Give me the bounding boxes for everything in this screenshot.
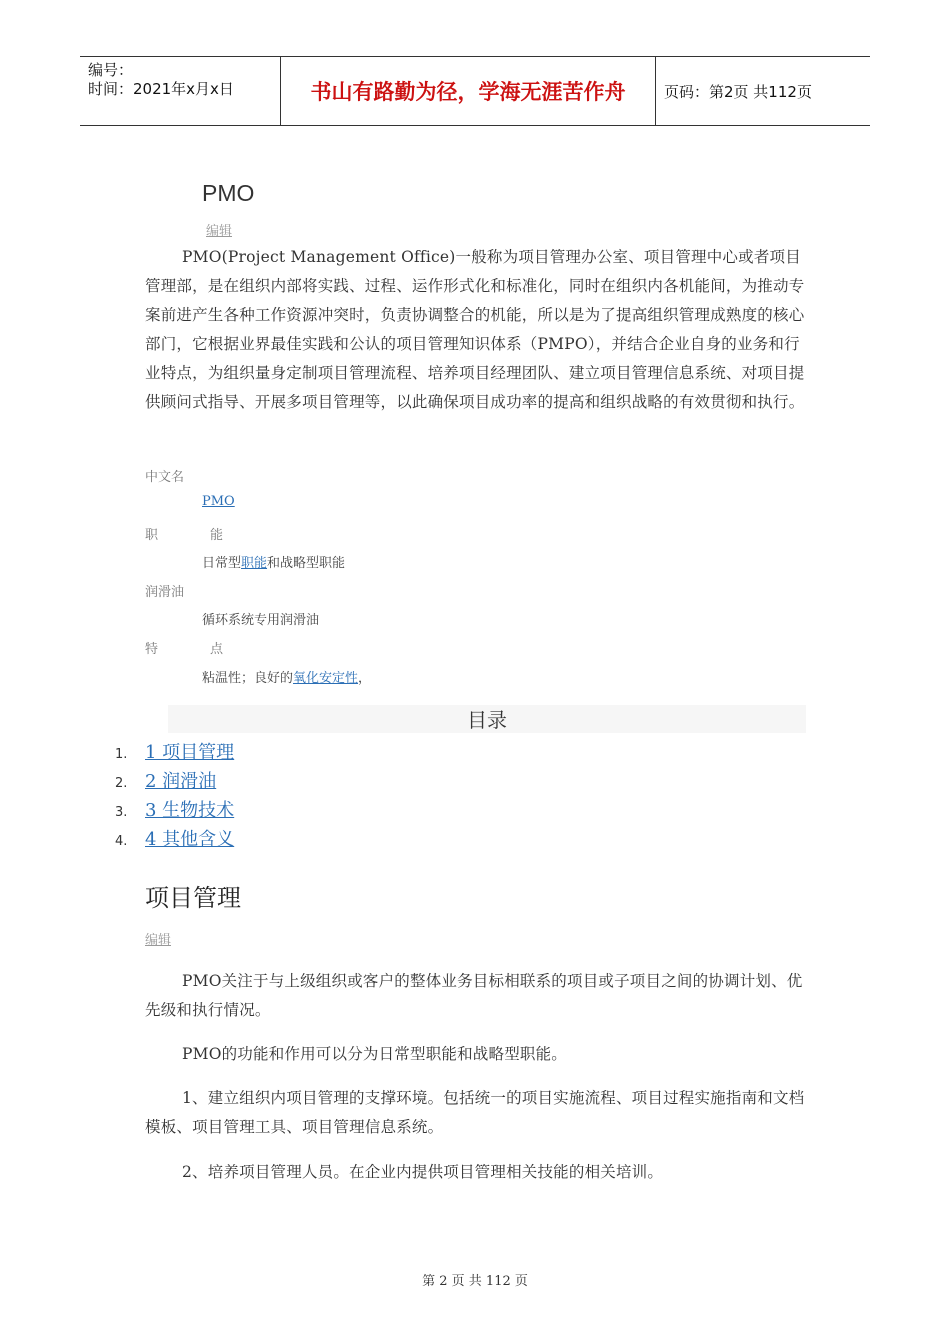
infobox-name-value[interactable] — [202, 494, 235, 509]
feat-value-pre: 粘温性；良好的 — [202, 671, 294, 686]
toc-item-link[interactable]: 3 生物技术 — [145, 800, 235, 821]
toc-item-link[interactable]: 1 项目管理 — [145, 742, 235, 763]
feat-label-2: 点 — [210, 642, 224, 657]
header-meta — [88, 61, 280, 99]
toc-item[interactable] — [115, 796, 234, 822]
toc-item[interactable] — [115, 767, 216, 793]
func-value-pre: 日常型 — [202, 556, 242, 571]
infobox-feat-value — [202, 667, 371, 686]
page-footer: 第 2 页 共 112 页 — [422, 1274, 528, 1289]
section-edit-link[interactable]: 编辑 — [145, 933, 172, 948]
toc-item[interactable] — [115, 825, 234, 851]
document-header — [80, 56, 870, 126]
number-label: 编号： — [88, 61, 134, 79]
toc-item-number: 4. — [115, 834, 128, 849]
func-value-post: 和战略型职能 — [267, 556, 346, 571]
article-title: PMO — [202, 180, 255, 206]
toc-item[interactable] — [115, 738, 234, 764]
section-paragraph-4: 2、培养项目管理人员。在企业内提供项目管理相关技能的相关培训。 — [182, 1163, 664, 1181]
toc-item-link[interactable]: 4 其他含义 — [145, 829, 235, 850]
toc-item-number: 3. — [115, 805, 128, 820]
infobox-oil-value: 循环系统专用润滑油 — [202, 613, 320, 628]
infobox-name-label: 中文名 — [145, 470, 185, 485]
infobox-feat-label — [145, 638, 223, 657]
pmo-link[interactable]: PMO — [202, 494, 235, 509]
time-label: 时间：2021年x月x日 — [88, 80, 234, 98]
intro-paragraph: PMO(Project Management Office)一般称为项目管理办公室、项目管理中心或者项目管理部，是在组织内部将实践、过程、运作形式化和标准化，同时在组织内各机能间，为推动专案前进产生各种工作资源冲突时，负责协调整合的机能，所以是为了提高组织管理成熟度的核心部门，它根据业界最佳实践和公认的项目管理知识体系（PMPO），并结合企业自身的业务和行业特点，为组织量身定制项目管理流程、培养项目经理团队、建立项目管理信息系统、对项目提供顾问式指导、开展多项目管理等，以此确保项目成功率的提高和组织战略的有效贯彻和执行。 — [145, 248, 805, 411]
func-label-1: 职 — [145, 528, 211, 543]
infobox-func-label — [145, 524, 223, 543]
toc-item-number: 2. — [115, 776, 128, 791]
header-motto: 书山有路勤为径，学海无涯苦作舟 — [280, 57, 656, 125]
section-title: 项目管理 — [145, 884, 241, 912]
edit-link[interactable]: 编辑 — [206, 224, 233, 239]
func-label-2: 能 — [210, 528, 224, 543]
feat-label-1: 特 — [145, 642, 211, 657]
oxidation-stability-link[interactable]: 氧化安定性 — [293, 671, 359, 686]
section-paragraph-2: PMO的功能和作用可以分为日常型职能和战略型职能。 — [182, 1045, 568, 1063]
func-link[interactable]: 职能 — [241, 556, 268, 571]
feat-value-post: ， — [358, 671, 372, 686]
infobox-func-value — [202, 552, 345, 571]
toc-item-number: 1. — [115, 747, 128, 762]
section-paragraph-3: 1、建立组织内项目管理的支撑环境。包括统一的项目实施流程、项目过程实施指南和文档模板、项目管理工具、项目管理信息系统。 — [145, 1089, 805, 1136]
section-paragraph-1: PMO关注于与上级组织或客户的整体业务目标相联系的项目或子项目之间的协调计划、优先级和执行情况。 — [145, 972, 803, 1019]
toc-item-link[interactable]: 2 润滑油 — [145, 771, 217, 792]
header-page-label: 页码：第2页 共112页 — [664, 82, 812, 101]
toc-title: 目录 — [168, 705, 806, 733]
infobox-oil-label: 润滑油 — [145, 585, 185, 600]
